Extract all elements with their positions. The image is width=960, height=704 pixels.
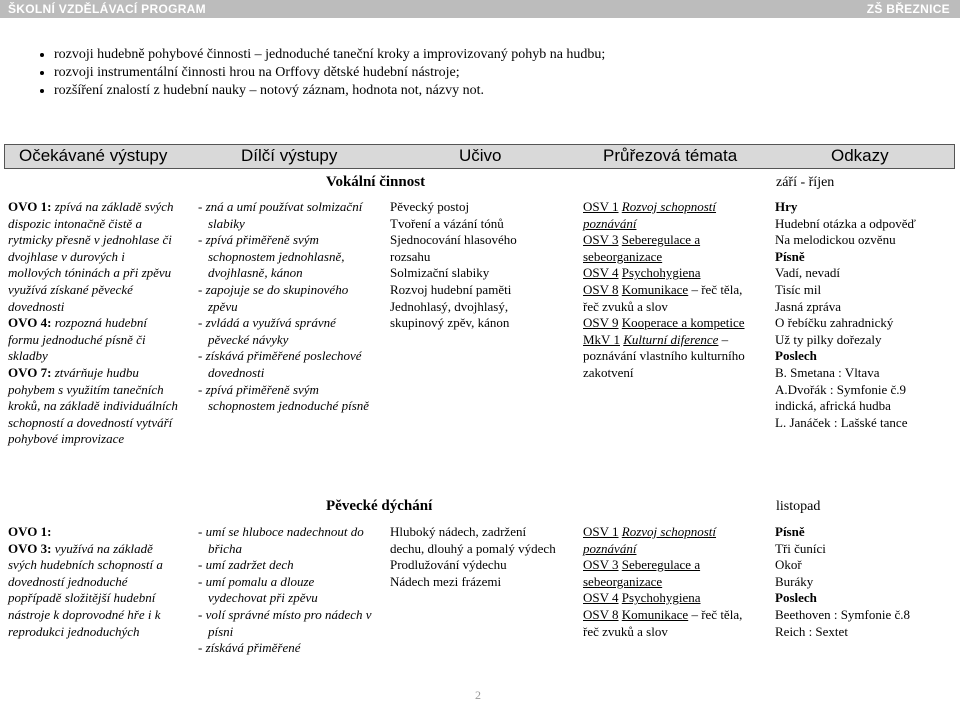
ovo-item: [8, 199, 178, 315]
ovo-column: [8, 199, 178, 448]
ovo-item: [8, 541, 180, 641]
section-month: listopad: [776, 499, 821, 514]
tema-code[interactable]: OSV 8: [583, 606, 619, 622]
tema-name[interactable]: Rozvoj schopností poznávání: [583, 524, 717, 556]
col-header-odkazy: Odkazy: [831, 146, 889, 165]
tema-name[interactable]: Komunikace: [621, 281, 689, 297]
tema-item[interactable]: [583, 524, 761, 557]
tema-item[interactable]: [583, 282, 761, 315]
ucivo-column: [390, 524, 562, 590]
section-title: Pěvecké dýchání: [326, 498, 433, 514]
col-header-ocekavane: Očekávané výstupy: [19, 146, 168, 165]
section-month: září - říjen: [776, 175, 835, 190]
ovo-item: [8, 315, 178, 365]
odkaz-item: Buráky: [775, 573, 814, 589]
ovo-item: [8, 524, 180, 541]
dilci-item: - umí se hluboce nadechnout do břicha: [198, 524, 364, 556]
tema-name[interactable]: Rozvoj schopností poznávání: [583, 199, 717, 231]
odkaz-item: Beethoven : Symfonie č.8: [775, 606, 911, 622]
tema-name[interactable]: Seberegulace a sebeorganizace: [583, 557, 701, 589]
tema-tail: – řeč těla, řeč zvuků a slov: [583, 606, 743, 639]
page-header-bar: [0, 0, 960, 18]
col-header-ucivo: Učivo: [459, 146, 502, 165]
odkaz-heading: Písně: [775, 524, 805, 539]
tema-tail: – poznávání vlastního kulturního zakotvení: [583, 331, 745, 380]
tema-code[interactable]: MkV 1: [583, 331, 620, 347]
col-header-temata: Průřezová témata: [603, 146, 738, 165]
odkaz-item: Tisíc mil: [775, 281, 822, 297]
dilci-item: - zpívá přiměřeně svým schopnostem jednohlasně, dvojhlasně, kánon: [198, 232, 345, 281]
dilci-item: - získává přiměřené: [198, 640, 301, 656]
ucivo-item: Rozvoj hudební paměti: [390, 281, 512, 297]
tema-code[interactable]: OSV 3: [583, 232, 619, 248]
ovo-code: OVO 1:: [8, 524, 52, 539]
tema-code[interactable]: OSV 4: [583, 590, 619, 606]
odkaz-item: O řebíčku zahradnický: [775, 315, 894, 331]
tema-name[interactable]: Psychohygiena: [621, 265, 701, 281]
tema-item[interactable]: [583, 607, 761, 640]
header-school-program: ŠKOLNÍ VZDĚLÁVACÍ PROGRAM: [8, 2, 206, 16]
ovo-code: OVO 1:: [8, 199, 52, 214]
odkaz-heading: Poslech: [775, 590, 817, 606]
odkazy-column: [775, 199, 947, 431]
ovo-text: ztvárňuje hudbu pohybem s využitím tanečních kroků, na základě individuálních schopností a dovedností vytváří pohybové improvizace: [8, 364, 178, 447]
ovo-code: OVO 7:: [8, 364, 52, 380]
tema-name[interactable]: Kulturní diference: [623, 331, 719, 347]
col-header-dilci: Dílčí výstupy: [241, 146, 338, 165]
dilci-column: [198, 199, 370, 415]
odkaz-item: A.Dvořák : Symfonie č.9 indická, africká hudba: [775, 381, 907, 414]
dilci-item: - zapojuje se do skupinového zpěvu: [198, 281, 349, 314]
tema-item[interactable]: [583, 557, 761, 590]
table-header-row: [4, 144, 955, 169]
odkaz-item: Okoř: [775, 557, 802, 573]
ucivo-item: Nádech mezi frázemi: [390, 573, 502, 589]
dilci-item: - zvládá a využívá správné pěvecké návyky: [198, 315, 336, 347]
ovo-code: OVO 3:: [8, 540, 52, 556]
intro-bullet: • rozvoji instrumentální činnosti hrou na Orffovy dětské hudební nástroje;: [54, 64, 934, 82]
dilci-item: - zpívá přiměřeně svým schopnostem jednoduché písně: [198, 381, 370, 414]
ucivo-item: Prodlužování výdechu: [390, 557, 507, 573]
ovo-code: OVO 4:: [8, 315, 52, 331]
ovo-column: [8, 524, 180, 640]
dilci-item: - zná a umí používat solmizační slabiky: [198, 199, 363, 231]
odkaz-item: Jasná zpráva: [775, 298, 842, 314]
ucivo-item: Hluboký nádech, zadržení dechu, dlouhý a pomalý výdech: [390, 524, 556, 556]
ucivo-item: Solmizační slabiky: [390, 265, 490, 281]
dilci-item: - volí správné místo pro nádech v písni: [198, 606, 372, 639]
tema-code[interactable]: OSV 1: [583, 524, 619, 539]
tema-name[interactable]: Kooperace a kompetice: [621, 315, 745, 331]
odkaz-heading: Hry: [775, 199, 798, 214]
dilci-item: - umí zadržet dech: [198, 557, 294, 573]
tema-item[interactable]: [583, 232, 761, 265]
ucivo-column: [390, 199, 560, 332]
tema-name[interactable]: Komunikace: [621, 606, 689, 622]
tema-code[interactable]: OSV 1: [583, 199, 619, 214]
tema-item[interactable]: [583, 265, 761, 282]
dilci-item: - získává přiměřené poslechové dovednosti: [198, 348, 362, 380]
odkaz-item: Reich : Sextet: [775, 623, 848, 639]
odkaz-item: Už ty pilky dořezaly: [775, 331, 882, 347]
tema-tail: – řeč těla, řeč zvuků a slov: [583, 281, 743, 314]
ovo-text: využívá na základě svých hudebních schopností a dovedností jednoduché popřípadě složitější hudební nástroje k doprovodné hře i k reprodukci jednoduchých: [8, 540, 163, 639]
ucivo-item: Jednohlasý, dvojhlasý, skupinový zpěv, kánon: [390, 298, 510, 331]
ovo-item: [8, 365, 178, 448]
intro-bullet: • rozšíření znalostí z hudební nauky – notový záznam, hodnota not, názvy not.: [54, 82, 934, 100]
temata-column: [583, 199, 761, 382]
tema-name[interactable]: Psychohygiena: [621, 590, 701, 606]
ovo-text: rozpozná hudební formu jednoduché písně či skladby: [8, 315, 148, 364]
tema-code[interactable]: OSV 9: [583, 315, 619, 331]
section-title: Vokální činnost: [326, 174, 426, 190]
odkaz-item: B. Smetana : Vltava: [775, 364, 880, 380]
temata-column: [583, 524, 761, 640]
intro-bullet: • rozvoji hudebně pohybové činnosti – jednoduché taneční kroky a improvizovaný pohyb na hudbu;: [54, 46, 934, 64]
odkaz-item: Hudební otázka a odpověď: [775, 215, 916, 231]
odkaz-heading: Písně: [775, 248, 805, 264]
tema-code[interactable]: OSV 3: [583, 557, 619, 573]
tema-code[interactable]: OSV 4: [583, 265, 619, 281]
odkaz-item: Na melodickou ozvěnu: [775, 232, 896, 248]
dilci-item: - umí pomalu a dlouze vydechovat při zpěvu: [198, 573, 318, 606]
header-school-name: ZŠ BŘEZNICE: [866, 2, 950, 16]
tema-item[interactable]: [583, 590, 761, 607]
ucivo-item: Sjednocování hlasového rozsahu: [390, 232, 517, 264]
dilci-column: [198, 524, 374, 657]
odkaz-item: Tři čuníci: [775, 540, 826, 556]
odkaz-heading: Poslech: [775, 348, 817, 364]
tema-name[interactable]: Seberegulace a sebeorganizace: [583, 232, 701, 264]
intro-bullet-list: [24, 46, 934, 100]
ovo-text: zpívá na základě svých dispozic intonačně čistě a rytmicky přesně v jednohlase či dvojhlase v durových i mollových tóninách a při zpěvu využívá získané pěvecké dovednosti: [8, 199, 174, 314]
page-number: 2: [475, 688, 481, 702]
tema-item[interactable]: [583, 332, 761, 382]
ucivo-item: Pěvecký postoj: [390, 199, 470, 214]
ucivo-item: Tvoření a vázání tónů: [390, 215, 504, 231]
tema-item[interactable]: [583, 315, 761, 332]
odkazy-column: [775, 524, 947, 640]
tema-item[interactable]: [583, 199, 761, 232]
odkaz-item: L. Janáček : Lašské tance: [775, 414, 908, 430]
odkaz-item: Vadí, nevadí: [775, 265, 840, 281]
tema-code[interactable]: OSV 8: [583, 281, 619, 297]
